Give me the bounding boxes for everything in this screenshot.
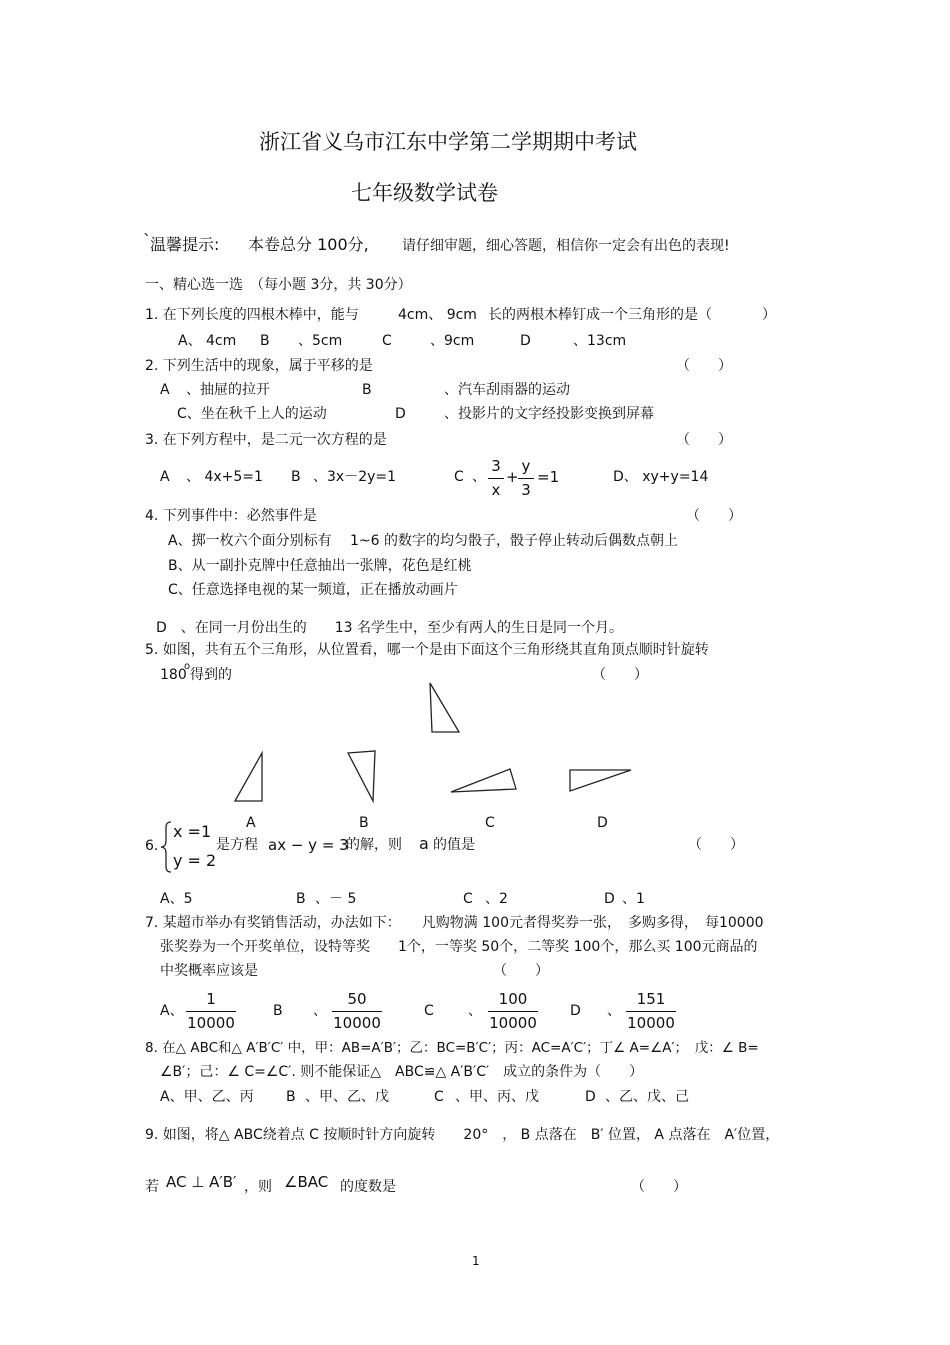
q6-number: 6. (145, 838, 159, 854)
tip-score: 本卷总分 100分, (248, 235, 369, 254)
q4-stem: 4. 下列事件中：必然事件是 (145, 508, 317, 524)
q6-text-3: 的值是 (433, 837, 475, 853)
q3-option-b-letter: B (291, 469, 301, 485)
q7-b-bar (332, 1011, 382, 1012)
q7-b-den: 10000 (333, 1014, 381, 1032)
q6-variable: a (419, 834, 429, 853)
q4-option-b: B、从一副扑克牌中任意抽出一张牌，花色是红桃 (168, 558, 472, 574)
q5-stem-2: 得到的 (190, 667, 232, 683)
page-number: 1 (472, 1254, 480, 1268)
q7-option-c-fraction (488, 991, 538, 1032)
q6-brace (160, 821, 174, 873)
q5-paren: （ ） (592, 667, 648, 683)
q6-option-d: 、1 (622, 891, 645, 907)
q3-frac1-num: 3 (491, 457, 501, 475)
q1-paren: ） (762, 307, 776, 323)
exam-title: 浙江省义乌市江东中学第二学期期中考试 (259, 130, 637, 154)
q7-option-a-fraction (186, 991, 236, 1032)
tip-mark: ` (143, 231, 151, 250)
q7-line-3: 中奖概率应该是 (160, 963, 258, 979)
q1-option-c-letter: C (382, 333, 392, 349)
q9-condition: AC ⊥ A′B′ (166, 1173, 237, 1191)
q5-label-c: C (485, 815, 495, 831)
q3-option-a-letter: A (160, 469, 170, 485)
q3-frac1-den: x (491, 481, 501, 499)
q2-option-a: 、抽屉的拉开 (186, 382, 270, 398)
q3-option-c-sep: 、 (472, 469, 486, 485)
q6-equation: ax − y = 3 (268, 836, 349, 854)
q4-option-c: C、任意选择电视的某一频道，正在播放动画片 (168, 582, 458, 598)
q9-mid: ，则 (244, 1179, 272, 1195)
q7-a-bar (186, 1011, 236, 1012)
section-heading: 一、精心选一选 （每小题 3分，共 30分） (145, 277, 412, 293)
q3-option-d: D、 xy+y=14 (613, 469, 709, 485)
q5-triangle-a (235, 753, 262, 801)
q5-triangle-d (570, 770, 631, 791)
q7-d-bar (626, 1011, 676, 1012)
q7-d-num: 151 (636, 990, 666, 1008)
q1-stem-a: 1. 在下列长度的四根木棒中，能与 (145, 307, 359, 323)
q6-option-b: 、－ 5 (315, 891, 357, 907)
q7-option-b-sep: 、 (313, 1003, 327, 1019)
q1-stem-c: 长的两根木棒钉成一个三角形的是（ (488, 307, 712, 323)
q3-option-b: 、3x－2y=1 (313, 469, 397, 485)
exam-subtitle: 七年级数学试卷 (351, 181, 498, 205)
q5-original-triangle (430, 683, 459, 732)
q6-option-d-letter: D (604, 891, 615, 907)
q8-option-d: 、乙、戊、己 (605, 1089, 689, 1105)
q7-line-2: 张奖券为一个开奖单位，设特等奖 1个，一等奖 50个，二等奖 100个，那么买 100元商品的 (160, 939, 758, 955)
q8-option-b-letter: B (286, 1089, 296, 1105)
q7-option-c-letter: C (424, 1003, 434, 1019)
q4-option-a: A、掷一枚六个面分别标有 1~6 的数字的均匀骰子，骰子停止转动后偶数点朝上 (168, 533, 679, 549)
q6-system-line-2: y = 2 (173, 851, 217, 870)
q8-line-1: 8. 在△ ABC和△ A′B′C′ 中，甲：AB=A′B′；乙：BC=B′C′；丙：AC=A′C′；丁∠ A=∠A′； 戊：∠ B= (145, 1040, 759, 1056)
q6-option-c-letter: C (463, 891, 473, 907)
q8-option-a: A、甲、乙、丙 (160, 1089, 254, 1105)
q6-option-b-letter: B (296, 891, 306, 907)
q7-a-num: 1 (206, 990, 216, 1008)
q8-option-b: 、甲、乙、戊 (305, 1089, 389, 1105)
q9-paren: （ ） (631, 1179, 687, 1195)
q3-frac2-num: y (521, 457, 531, 475)
q2-option-d: 、投影片的文字经投影变换到屏幕 (444, 406, 654, 422)
q5-triangle-b (348, 751, 375, 801)
q1-option-c: 、9cm (430, 333, 475, 349)
q7-option-b-letter: B (273, 1003, 283, 1019)
q7-d-den: 10000 (627, 1014, 675, 1032)
q7-c-den: 10000 (489, 1014, 537, 1032)
q6-option-a: A、5 (160, 891, 193, 907)
q1-option-b-letter: B (260, 333, 270, 349)
q2-option-b-letter: B (362, 382, 372, 398)
q7-option-d-fraction (626, 991, 676, 1032)
q3-equals: =1 (537, 468, 560, 486)
q2-option-b: 、汽车刮雨器的运动 (444, 382, 570, 398)
q8-option-c-letter: C (434, 1089, 444, 1105)
q3-plus: + (506, 468, 519, 486)
q3-frac2-den: 3 (521, 481, 531, 499)
q7-a-den: 10000 (187, 1014, 235, 1032)
q5-degree: o (184, 661, 191, 672)
q5-label-d: D (597, 815, 608, 831)
q1-option-d-letter: D (520, 333, 531, 349)
q9-prefix: 若 (145, 1179, 159, 1195)
q7-b-num: 50 (347, 990, 367, 1008)
q8-option-d-letter: D (585, 1089, 596, 1105)
q5-angle: 180 (160, 667, 187, 683)
q2-stem: 2. 下列生活中的现象，属于平移的是 (145, 358, 373, 374)
q1-option-d: 、13cm (573, 333, 627, 349)
tip-message: 请仔细审题，细心答题，相信你一定会有出色的表现! (402, 238, 730, 254)
q7-option-b-fraction (332, 991, 382, 1032)
q9-suffix: 的度数是 (340, 1179, 396, 1195)
q6-text-1: 是方程 (216, 837, 258, 853)
q2-option-d-letter: D (395, 406, 406, 422)
q8-option-c: 、甲、丙、戊 (455, 1089, 539, 1105)
q3-stem: 3. 在下列方程中，是二元一次方程的是 (145, 432, 387, 448)
q3-paren: （ ） (676, 432, 732, 448)
q1-option-b: 、5cm (298, 333, 343, 349)
q4-option-d: D 、在同一月份出生的 13 名学生中，至少有两人的生日是同一个月。 (156, 620, 624, 636)
q9-angle: ∠BAC (284, 1173, 329, 1191)
q6-text-2: 的解，则 (346, 837, 402, 853)
q5-label-b: B (359, 815, 369, 831)
q7-c-bar (488, 1011, 538, 1012)
q1-stem-b: 4cm、 9cm (398, 307, 477, 323)
q2-paren: （ ） (676, 358, 732, 374)
q3-option-a: 、 4x+5=1 (186, 469, 263, 485)
q4-paren: （ ） (686, 508, 742, 524)
q1-option-a: A、 4cm (178, 333, 237, 349)
q2-option-a-letter: A (160, 382, 170, 398)
q7-option-a-letter: A、 (160, 1003, 184, 1019)
q9-line-1: 9. 如图，将△ ABC绕着点 C 按顺时针方向旋转 20° ， B 点落在 B′ 位置， A 点落在 A′位置， (145, 1127, 780, 1143)
q7-option-d-letter: D (570, 1003, 581, 1019)
q6-paren: （ ） (688, 837, 744, 853)
tip-label: 温馨提示: (150, 235, 220, 254)
q2-option-c: C、坐在秋千上人的运动 (177, 406, 327, 422)
q3-option-c-letter: C (454, 469, 464, 485)
q6-system-line-1: x =1 (173, 822, 212, 841)
q5-stem: 5. 如图，共有五个三角形，从位置看，哪一个是由下面这个三角形绕其直角顶点顺时针旋转 (145, 642, 709, 658)
q6-option-c: 、2 (485, 891, 508, 907)
q7-paren: （ ） (493, 963, 549, 979)
q7-option-d-sep: 、 (607, 1003, 621, 1019)
q7-c-num: 100 (498, 990, 528, 1008)
q5-label-a: A (246, 815, 256, 831)
q5-triangle-c (451, 769, 516, 792)
q7-option-c-sep: 、 (468, 1003, 482, 1019)
q7-line-1: 7. 某超市举办有奖销售活动，办法如下： 凡购物满 100元者得奖券一张， 多购多得， 每10000 (145, 915, 764, 931)
q8-line-2: ∠B′；己：∠ C=∠C′. 则不能保证△ ABC≌△ A′B′C′ 成立的条件为（ ） (160, 1064, 644, 1080)
